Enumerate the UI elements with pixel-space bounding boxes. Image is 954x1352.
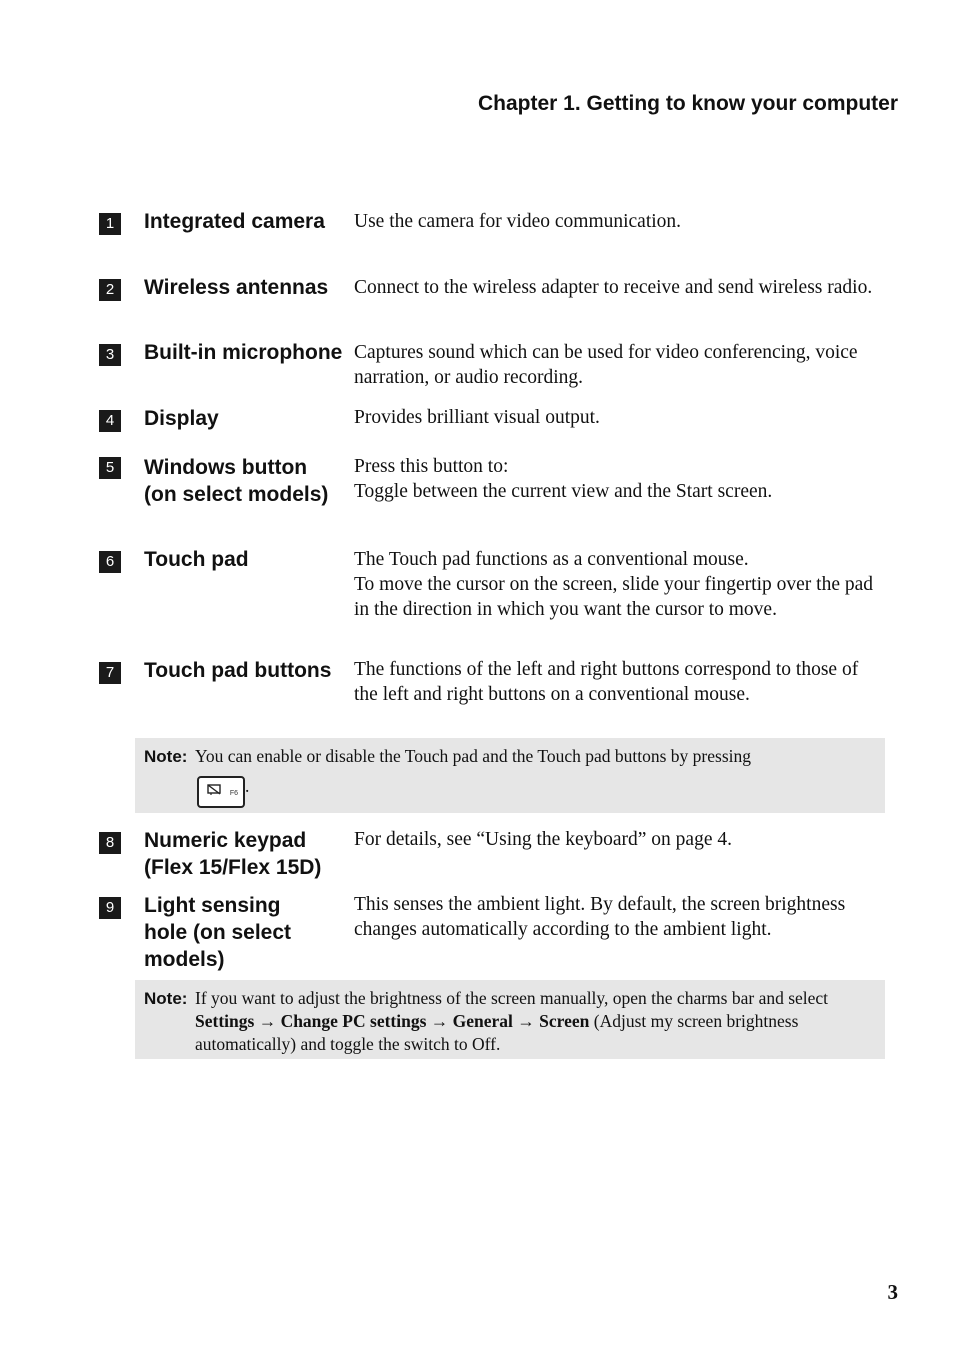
touchpad-disable-icon bbox=[207, 784, 221, 796]
description-line: To move the cursor on the screen, slide your fingertip over the pad in the direction in which you want the cursor to move. bbox=[354, 574, 874, 620]
item-term: Light sensing hole (on select models) bbox=[144, 894, 292, 971]
note-label: Note: bbox=[144, 989, 188, 1008]
item-description bbox=[354, 547, 884, 622]
arrow: → bbox=[517, 1011, 535, 1031]
item-term: Wireless antennas bbox=[144, 276, 329, 299]
item-term: Integrated camera bbox=[144, 210, 325, 233]
item-number: 9 bbox=[99, 897, 121, 919]
note-brightness bbox=[135, 980, 885, 1059]
description-line: For details, see “Using the keyboard” on page 4. bbox=[354, 829, 732, 850]
item-number: 2 bbox=[99, 279, 121, 301]
menu-settings: Settings bbox=[195, 1011, 255, 1031]
note-touch-pad bbox=[135, 738, 885, 813]
description-line: This senses the ambient light. By default, the screen brightness changes automatically according to the ambient light. bbox=[354, 894, 846, 940]
note-text: If you want to adjust the brightness of the screen manually, open the charms bar and select bbox=[195, 988, 829, 1008]
item-description bbox=[354, 892, 884, 942]
item-term: Built-in microphone bbox=[144, 341, 343, 364]
item-description bbox=[354, 454, 884, 504]
item-number: 7 bbox=[99, 662, 121, 684]
item-term: Touch pad bbox=[144, 548, 249, 571]
item-number: 3 bbox=[99, 344, 121, 366]
description-line: The Touch pad functions as a conventional mouse. bbox=[354, 549, 749, 570]
item-description bbox=[354, 827, 884, 852]
note-text: (Adjust my screen brightness automatically) and toggle the switch to Off. bbox=[195, 1011, 799, 1054]
note-label: Note: bbox=[144, 747, 188, 766]
f6-key-icon bbox=[197, 776, 245, 808]
note-text: You can enable or disable the Touch pad and the Touch pad buttons by pressing bbox=[195, 746, 751, 766]
menu-change-pc-settings: Change PC settings bbox=[280, 1011, 427, 1031]
item-description bbox=[354, 405, 884, 430]
note-end: . bbox=[245, 776, 250, 797]
item-description bbox=[354, 340, 884, 390]
key-label: F6 bbox=[229, 790, 238, 797]
menu-general: General bbox=[452, 1011, 513, 1031]
menu-screen: Screen bbox=[539, 1011, 590, 1031]
item-term: Display bbox=[144, 407, 219, 430]
description-line: The functions of the left and right buttons correspond to those of the left and right buttons on a conventional mouse. bbox=[354, 659, 859, 705]
description-line: Provides brilliant visual output. bbox=[354, 407, 600, 428]
item-description bbox=[354, 657, 884, 707]
arrow: → bbox=[430, 1011, 449, 1031]
description-line: Captures sound which can be used for video conferencing, voice narration, or audio recording. bbox=[354, 342, 858, 388]
description-line: Use the camera for video communication. bbox=[354, 211, 682, 232]
description-line: Press this button to: bbox=[354, 456, 509, 477]
item-number: 6 bbox=[99, 551, 121, 573]
item-description bbox=[354, 209, 884, 234]
item-number: 5 bbox=[99, 457, 121, 479]
chapter-title: Chapter 1. Getting to know your computer bbox=[477, 92, 898, 115]
description-line: Toggle between the current view and the Start screen. bbox=[354, 481, 773, 502]
item-number: 1 bbox=[99, 213, 121, 235]
item-number: 8 bbox=[99, 832, 121, 854]
item-term: Windows button (on select models) bbox=[144, 456, 329, 506]
arrow: → bbox=[258, 1011, 277, 1031]
item-number: 4 bbox=[99, 410, 121, 432]
description-line: Connect to the wireless adapter to receive and send wireless radio. bbox=[354, 277, 873, 298]
item-term: Touch pad buttons bbox=[144, 659, 332, 682]
item-description bbox=[354, 275, 884, 300]
page-number: 3 bbox=[887, 1280, 898, 1304]
item-term: Numeric keypad (Flex 15/Flex 15D) bbox=[144, 829, 322, 879]
